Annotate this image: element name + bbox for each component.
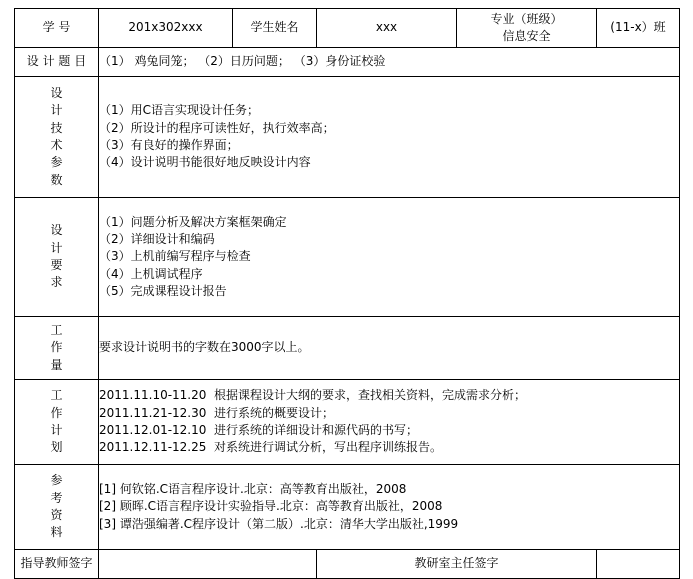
table-row-design-requirements [15,198,680,317]
design-requirements-label-char: 设 [50,223,63,238]
workload-label-char: 作 [50,340,63,355]
form-table [14,8,680,579]
references-label [15,465,99,550]
teacher-signature-label: 指导教师签字 [15,550,99,579]
design-requirements-label-char: 要 [50,258,63,272]
topic-value[interactable]: （1） 鸡兔同笼； （2）日历问题； （3）身份证校验 [99,48,680,77]
table-row-references [15,465,680,550]
design-requirements-label [15,198,99,317]
design-requirements-label-char: 计 [50,240,63,255]
tech-params-label-char: 技 [50,120,63,135]
table-row-header [15,9,680,48]
work-plan-line: 2011.12.01-12.10 进行系统的详细设计和源代码的书写； [99,423,419,437]
references-label-char: 参 [50,473,63,488]
student-id-label: 学 号 [15,9,99,48]
tech-params-line: （1）用C语言实现设计任务； [99,103,260,118]
student-name-value[interactable]: xxx [317,9,457,48]
work-plan-label-char: 划 [50,440,63,455]
design-requirements-line: （2）详细设计和编码 [99,231,215,246]
table-row-tech-params [15,77,680,198]
course-design-task-sheet [14,8,679,571]
references-label-char: 料 [50,525,63,540]
design-requirements-line: （1）问题分析及解决方案框架确定 [99,214,287,229]
work-plan-label-char: 工 [50,388,63,403]
tech-params-label-char: 数 [50,172,63,187]
major-label-line2: 信息安全 [502,29,551,43]
major-label-line1: 专业（班级） [490,11,563,26]
tech-params-label [15,77,99,198]
work-plan-line: 2011.12.11-12.25 对系统进行调试分析，写出程序训练报告。 [99,440,443,455]
tech-params-label-char: 设 [50,85,63,100]
workload-content[interactable] [99,317,680,380]
work-plan-content[interactable] [99,380,680,465]
tech-params-line: （4）设计说明书能很好地反映设计内容 [99,155,311,170]
work-plan-label [15,380,99,465]
workload-line: 要求设计说明书的字数在3000字以上。 [99,340,310,355]
teacher-signature-field[interactable] [99,550,317,579]
work-plan-line: 2011.11.10-11.20 根据课程设计大纲的要求，查找相关资料，完成需求分析； [99,388,527,403]
major-label [457,9,597,48]
reference-line: [1] 何钦铭.C语言程序设计.北京：高等教育出版社，2008 [99,481,407,496]
work-plan-label-char: 作 [50,405,63,420]
workload-label [15,317,99,380]
office-signature-field[interactable] [597,550,680,579]
student-name-label: 学生姓名 [233,9,317,48]
tech-params-line: （3）有良好的操作界面； [99,138,239,152]
design-requirements-content[interactable] [99,198,680,317]
work-plan-label-char: 计 [50,423,63,437]
table-row-work-plan [15,380,680,465]
workload-label-char: 量 [50,357,63,372]
tech-params-label-char: 术 [50,138,63,152]
table-row-topic [15,48,680,77]
references-label-char: 考 [50,490,63,505]
class-value[interactable]: (11-x）班 [597,9,680,48]
table-row-workload [15,317,680,380]
student-id-value[interactable]: 201x302xxx [99,9,233,48]
tech-params-label-char: 计 [50,103,63,118]
tech-params-label-char: 参 [50,155,63,170]
office-signature-label: 教研室主任签字 [317,550,597,579]
topic-label: 设 计 题 目 [15,48,99,77]
references-label-char: 资 [50,508,63,522]
references-content[interactable] [99,465,680,550]
work-plan-line: 2011.11.21-12.30 进行系统的概要设计； [99,405,335,420]
reference-line: [2] 顾晖.C语言程序设计实验指导.北京：高等教育出版社，2008 [99,499,443,514]
design-requirements-line: （4）上机调试程序 [99,266,203,281]
design-requirements-label-char: 求 [50,275,63,290]
design-requirements-line: （3）上机前编写程序与检查 [99,249,251,264]
tech-params-content[interactable] [99,77,680,198]
tech-params-line: （2）所设计的程序可读性好，执行效率高； [99,120,335,135]
design-requirements-line: （5）完成课程设计报告 [99,284,227,299]
table-row-signatures [15,550,680,579]
reference-line: [3] 谭浩强编著.C程序设计（第二版）.北京：清华大学出版社,1999 [99,516,459,531]
workload-label-char: 工 [50,322,63,337]
